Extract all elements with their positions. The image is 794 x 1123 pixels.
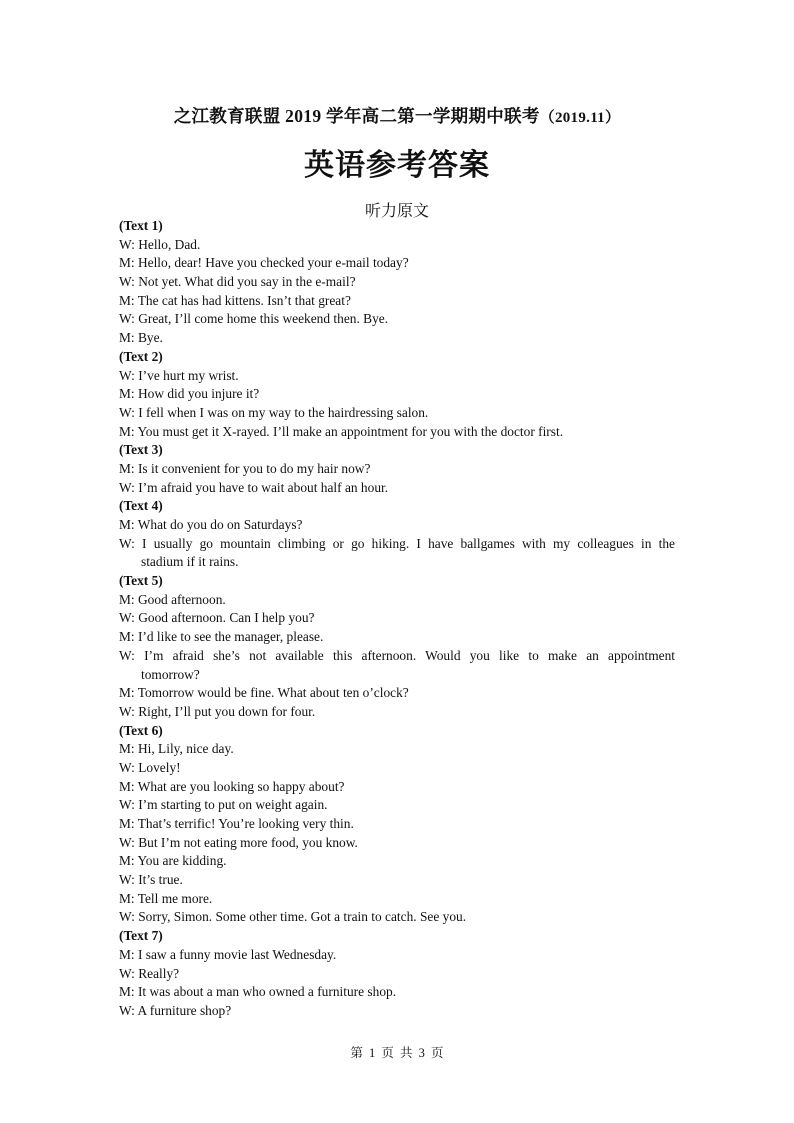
dialogue-line: M: Is it convenient for you to do my hair now? (119, 460, 371, 476)
exam-title (0, 103, 794, 128)
dialogue-line: W: Great, I’ll come home this weekend then. Bye. (119, 311, 389, 327)
dialogue-line: M: Good afternoon. (119, 591, 226, 607)
exam-title-text: 之江教育联盟 2019 学年高二第一学期期中联考 (173, 106, 540, 126)
dialogue-line: W: Right, I’ll put you down for four. (119, 703, 316, 719)
dialogue-line: M: Hello, dear! Have you checked your e-mail today? (119, 255, 409, 271)
dialogue-line: W: Hello, Dad. (119, 236, 201, 252)
dialogue-line-continued: tomorrow? (141, 666, 200, 682)
dialogue-line: W: I fell when I was on my way to the hairdressing salon. (119, 404, 429, 420)
dialogue-line: W: Not yet. What did you say in the e-mail? (119, 274, 356, 290)
text-heading: (Text 1) (119, 218, 163, 233)
dialogue-line: M: Hi, Lily, nice day. (119, 741, 234, 757)
dialogue-line: W: I’m afraid you have to wait about half an hour. (119, 479, 389, 495)
text-heading: (Text 2) (119, 348, 163, 364)
text-heading: (Text 5) (119, 573, 163, 589)
dialogue-line: M: The cat has had kittens. Isn’t that great? (119, 292, 351, 308)
text-heading: (Text 6) (119, 722, 163, 738)
dialogue-line: W: Really? (119, 965, 180, 981)
dialogue-line-continued: stadium if it rains. (141, 554, 239, 570)
dialogue-line: M: What do you do on Saturdays? (119, 517, 303, 532)
text-heading: (Text 7) (119, 928, 163, 944)
dialogue-line: M: Tell me more. (119, 890, 213, 906)
dialogue-line: M: It was about a man who owned a furniture shop. (119, 984, 397, 1000)
dialogue-line: W: I’m afraid she’s not available this afternoon. Would you like to make an appointment (119, 647, 675, 663)
dialogue-line: W: I’m starting to put on weight again. (119, 797, 328, 813)
text-heading: (Text 4) (119, 498, 163, 514)
dialogue-line: M: I saw a funny movie last Wednesday. (119, 946, 337, 962)
dialogue-line: M: I’d like to see the manager, please. (119, 629, 324, 645)
dialogue-line: M: Tomorrow would be fine. What about ten o’clock? (119, 685, 409, 701)
page-number: 第 1 页 共 3 页 (350, 1046, 444, 1060)
section-title: 听力原文 (364, 203, 429, 220)
dialogue-line: W: It’s true. (119, 872, 183, 888)
text-heading: (Text 3) (119, 442, 163, 458)
dialogue-line: M: What are you looking so happy about? (119, 778, 345, 794)
dialogue-line: W: Good afternoon. Can I help you? (119, 610, 315, 626)
dialogue-line: W: I’ve hurt my wrist. (119, 367, 239, 383)
dialogue-line: M: You are kidding. (119, 853, 227, 869)
dialogue-line: M: That’s terrific! You’re looking very thin. (119, 816, 354, 831)
dialogue-line: W: Lovely! (119, 759, 181, 775)
dialogue-line: M: How did you injure it? (119, 386, 260, 402)
dialogue-line: M: You must get it X-rayed. I’ll make an appointment for you with the doctor first. (119, 423, 564, 439)
dialogue-line: W: But I’m not eating more food, you know. (119, 834, 358, 850)
dialogue-line: W: A furniture shop? (119, 1002, 232, 1018)
dialogue-line: W: I usually go mountain climbing or go hiking. I have ballgames with my colleagues in the (119, 535, 675, 551)
listening-transcript (119, 217, 675, 1021)
exam-date: （2019.11） (539, 110, 621, 126)
dialogue-line: W: Sorry, Simon. Some other time. Got a train to catch. See you. (119, 909, 467, 925)
dialogue-line: M: Bye. (119, 330, 163, 346)
page-title: 英语参考答案 (304, 149, 490, 182)
